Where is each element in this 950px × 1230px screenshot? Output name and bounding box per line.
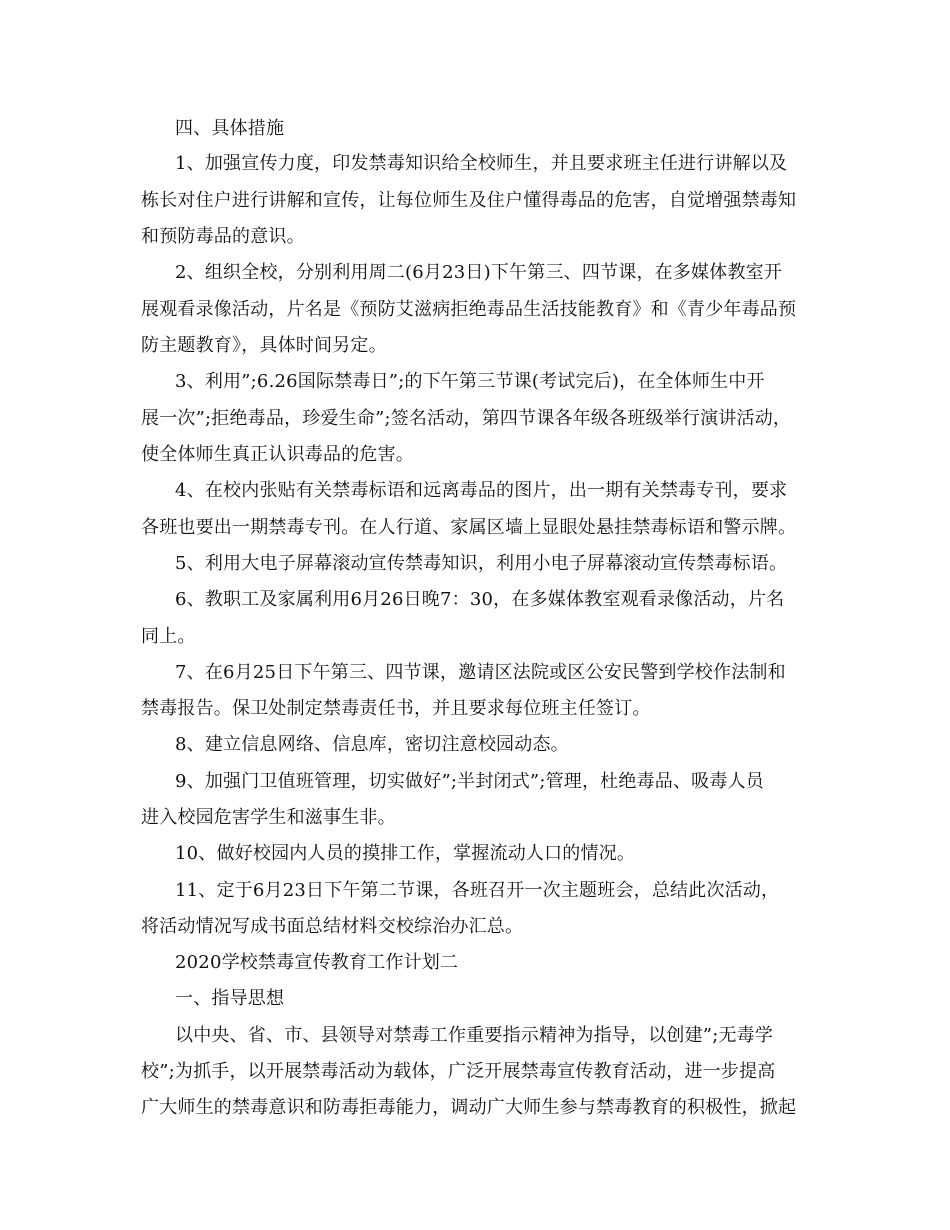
paragraph-line: 展一次”;拒绝毒品，珍爱生命”;签名活动，第四节课各年级各班级举行演讲活动， bbox=[141, 408, 792, 429]
paragraph-line: 将活动情况写成书面总结材料交校综治办汇总。 bbox=[141, 916, 524, 937]
paragraph-line: 同上。 bbox=[141, 626, 196, 647]
paragraph-line: 8、建立信息网络、信息库，密切注意校园动态。 bbox=[175, 734, 569, 755]
paragraph-line: 广大师生的禁毒意识和防毒拒毒能力，调动广大师生参与禁毒教育的积极性，掀起 bbox=[141, 1097, 797, 1118]
document-section-title: 2020学校禁毒宣传教育工作计划二 bbox=[175, 952, 459, 973]
paragraph-line: 6、教职工及家属利用6月26日晚7：30，在多媒体教室观看录像活动，片名 bbox=[175, 589, 785, 610]
paragraph-line: 以中央、省、市、县领导对禁毒工作重要指示精神为指导，以创建”;无毒学 bbox=[175, 1025, 774, 1046]
paragraph-line: 11、定于6月23日下午第二节课，各班召开一次主题班会，总结此次活动， bbox=[175, 880, 780, 901]
paragraph-line: 7、在6月25日下午第三、四节课，邀请区法院或区公安民警到学校作法制和 bbox=[175, 662, 786, 683]
paragraph-line: 进入校园危害学生和滋事生非。 bbox=[141, 807, 396, 828]
paragraph-line: 禁毒报告。保卫处制定禁毒责任书，并且要求每位班主任签订。 bbox=[141, 698, 651, 719]
paragraph-line: 各班也要出一期禁毒专刊。在人行道、家属区墙上显眼处悬挂禁毒标语和警示牌。 bbox=[141, 517, 797, 538]
paragraph-line: 展观看录像活动，片名是《预防艾滋病拒绝毒品生活技能教育》和《青少年毒品预 bbox=[141, 299, 797, 320]
paragraph-line: 4、在校内张贴有关禁毒标语和远离毒品的图片，出一期有关禁毒专刊，要求 bbox=[175, 480, 788, 501]
paragraph-line: 和预防毒品的意识。 bbox=[141, 226, 305, 247]
section-heading-guiding-thought: 一、指导思想 bbox=[175, 988, 285, 1009]
section-heading-measures: 四、具体措施 bbox=[175, 118, 285, 139]
paragraph-line: 3、利用”;6.26国际禁毒日”;的下午第三节课(考试完后)，在全体师生中开 bbox=[175, 371, 765, 392]
paragraph-line: 校”;为抓手，以开展禁毒活动为载体，广泛开展禁毒宣传教育活动，进一步提高 bbox=[141, 1061, 776, 1082]
paragraph-line: 10、做好校园内人员的摸排工作，掌握流动人口的情况。 bbox=[175, 843, 636, 864]
paragraph-line: 防主题教育》，具体时间另定。 bbox=[141, 335, 387, 356]
paragraph-line: 2、组织全校，分别利用周二(6月23日)下午第三、四节课，在多媒体教室开 bbox=[175, 262, 783, 283]
paragraph-line: 5、利用大电子屏幕滚动宣传禁毒知识，利用小电子屏幕滚动宣传禁毒标语。 bbox=[175, 553, 788, 574]
paragraph-line: 9、加强门卫值班管理，切实做好”;半封闭式”;管理，杜绝毒品、吸毒人员 bbox=[175, 771, 764, 792]
paragraph-line: 栋长对住户进行讲解和宣传，让每位师生及住户懂得毒品的危害，自觉增强禁毒知 bbox=[141, 190, 797, 211]
paragraph-line: 1、加强宣传力度，印发禁毒知识给全校师生，并且要求班主任进行讲解以及 bbox=[175, 153, 788, 174]
paragraph-line: 使全体师生真正认识毒品的危害。 bbox=[141, 444, 414, 465]
